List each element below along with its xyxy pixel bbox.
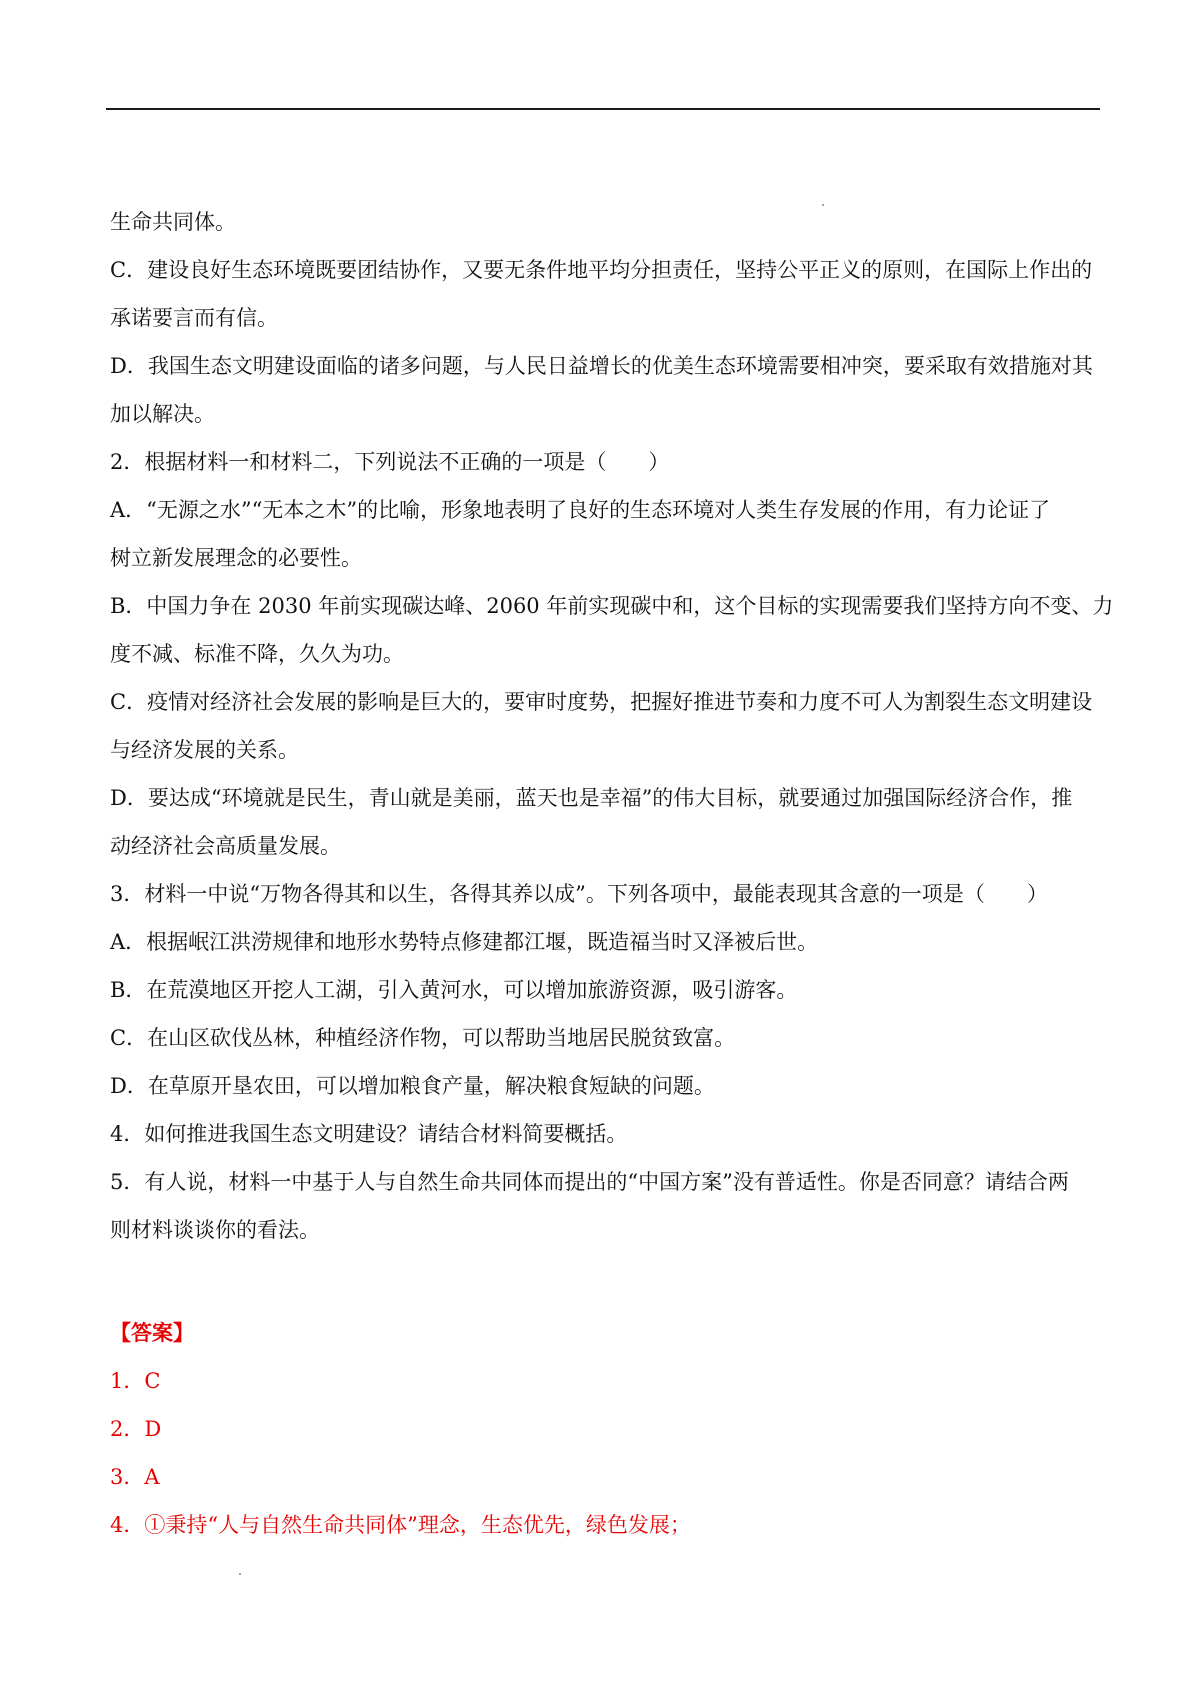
text-line: 生命共同体。 bbox=[110, 210, 236, 234]
text-line: 动经济社会高质量发展。 bbox=[110, 834, 341, 858]
option-b: B．中国力争在 2030 年前实现碳达峰、2060 年前实现碳中和，这个目标的实现需要我们坚持方向不变、力 bbox=[110, 594, 1114, 618]
question-3: 3．材料一中说“万物各得其和以生，各得其养以成”。下列各项中，最能表现其含意的一项是（ ） bbox=[110, 882, 1048, 906]
option-a: A．根据岷江洪涝规律和地形水势特点修建都江堰，既造福当时又泽被后世。 bbox=[110, 930, 819, 954]
option-d: D．在草原开垦农田，可以增加粮食产量，解决粮食短缺的问题。 bbox=[110, 1074, 715, 1098]
question-5: 5．有人说，材料一中基于人与自然生命共同体而提出的“中国方案”没有普适性。你是否同意？请结合两 bbox=[110, 1170, 1069, 1194]
answer-2: 2．D bbox=[110, 1417, 162, 1441]
answer-4: 4．①秉持“人与自然生命共同体”理念，生态优先，绿色发展； bbox=[110, 1513, 691, 1537]
answer-heading: 【答案】 bbox=[110, 1320, 194, 1345]
option-c: C．在山区砍伐丛林，种植经济作物，可以帮助当地居民脱贫致富。 bbox=[110, 1026, 736, 1050]
option-b: B．在荒漠地区开挖人工湖，引入黄河水，可以增加旅游资源，吸引游客。 bbox=[110, 978, 798, 1002]
option-c: C．疫情对经济社会发展的影响是巨大的，要审时度势，把握好推进节奏和力度不可人为割裂生态文明建设 bbox=[110, 690, 1093, 714]
question-2: 2．根据材料一和材料二，下列说法不正确的一项是（ ） bbox=[110, 450, 670, 474]
spacer bbox=[110, 1254, 1100, 1309]
header-rule bbox=[106, 108, 1100, 110]
text-line: 树立新发展理念的必要性。 bbox=[110, 546, 362, 570]
answer-1: 1．C bbox=[110, 1369, 161, 1393]
text-line: 与经济发展的关系。 bbox=[110, 738, 299, 762]
answer-3: 3．A bbox=[110, 1465, 160, 1489]
document-body bbox=[110, 198, 1114, 1549]
option-d: D．我国生态文明建设面临的诸多问题，与人民日益增长的优美生态环境需要相冲突，要采取有效措施对其 bbox=[110, 354, 1093, 378]
option-d: D．要达成“环境就是民生，青山就是美丽，蓝天也是幸福”的伟大目标，就要通过加强国际经济合作，推 bbox=[110, 786, 1073, 810]
text-line: 承诺要言而有信。 bbox=[110, 306, 278, 330]
question-4: 4．如何推进我国生态文明建设？请结合材料简要概括。 bbox=[110, 1122, 628, 1146]
text-line: 则材料谈谈你的看法。 bbox=[110, 1218, 320, 1242]
option-a: A．“无源之水”“无本之木”的比喻，形象地表明了良好的生态环境对人类生存发展的作用，有力论证了 bbox=[110, 498, 1051, 522]
option-c: C．建设良好生态环境既要团结协作，又要无条件地平均分担责任，坚持公平正义的原则，在国际上作出的 bbox=[110, 258, 1093, 282]
speck-mark bbox=[239, 1573, 241, 1575]
text-line: 度不减、标准不降，久久为功。 bbox=[110, 642, 404, 666]
text-line: 加以解决。 bbox=[110, 402, 215, 426]
